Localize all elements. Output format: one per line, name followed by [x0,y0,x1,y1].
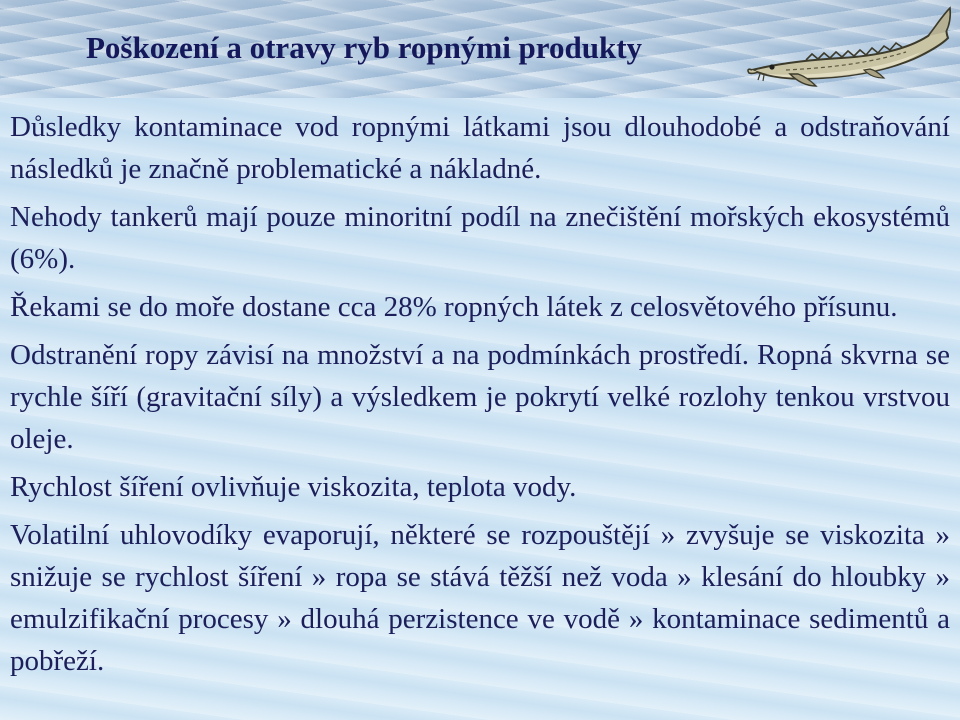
paragraph-2: Nehody tankerů mají pouze minoritní podíl na znečištění mořských ekosystémů (6%). [10,201,950,275]
slide-title: Poškození a otravy ryb ropnými produkty [86,30,643,65]
slide-content [10,106,950,688]
paragraph-3: Řekami se do moře dostane cca 28% ropných látek z celosvětového přísunu. [10,291,898,323]
paragraph-6: Volatilní uhlovodíky evaporují, některé se rozpouštějí » zvyšuje se viskozita » snižuje se rychlost šíření » ropa se stává těžší než voda » klesání do hloubky » emulzifikační procesy » dlouhá perzistence ve vodě » kontaminace sedimentů a pobřeží. [10,519,950,677]
slide-body [0,98,960,720]
paragraph-1: Důsledky kontaminace vod ropnými látkami jsou dlouhodobé a odstraňování následků je značně problematické a nákladné. [10,111,950,185]
slide-header [0,0,960,98]
sturgeon-fish-icon [746,4,956,90]
paragraph-5: Rychlost šíření ovlivňuje viskozita, teplota vody. [10,471,577,503]
paragraph-4: Odstranění ropy závisí na množství a na podmínkách prostředí. Ropná skvrna se rychle šíří (gravitační síly) a výsledkem je pokrytí velké rozlohy tenkou vrstvou oleje. [10,339,950,455]
